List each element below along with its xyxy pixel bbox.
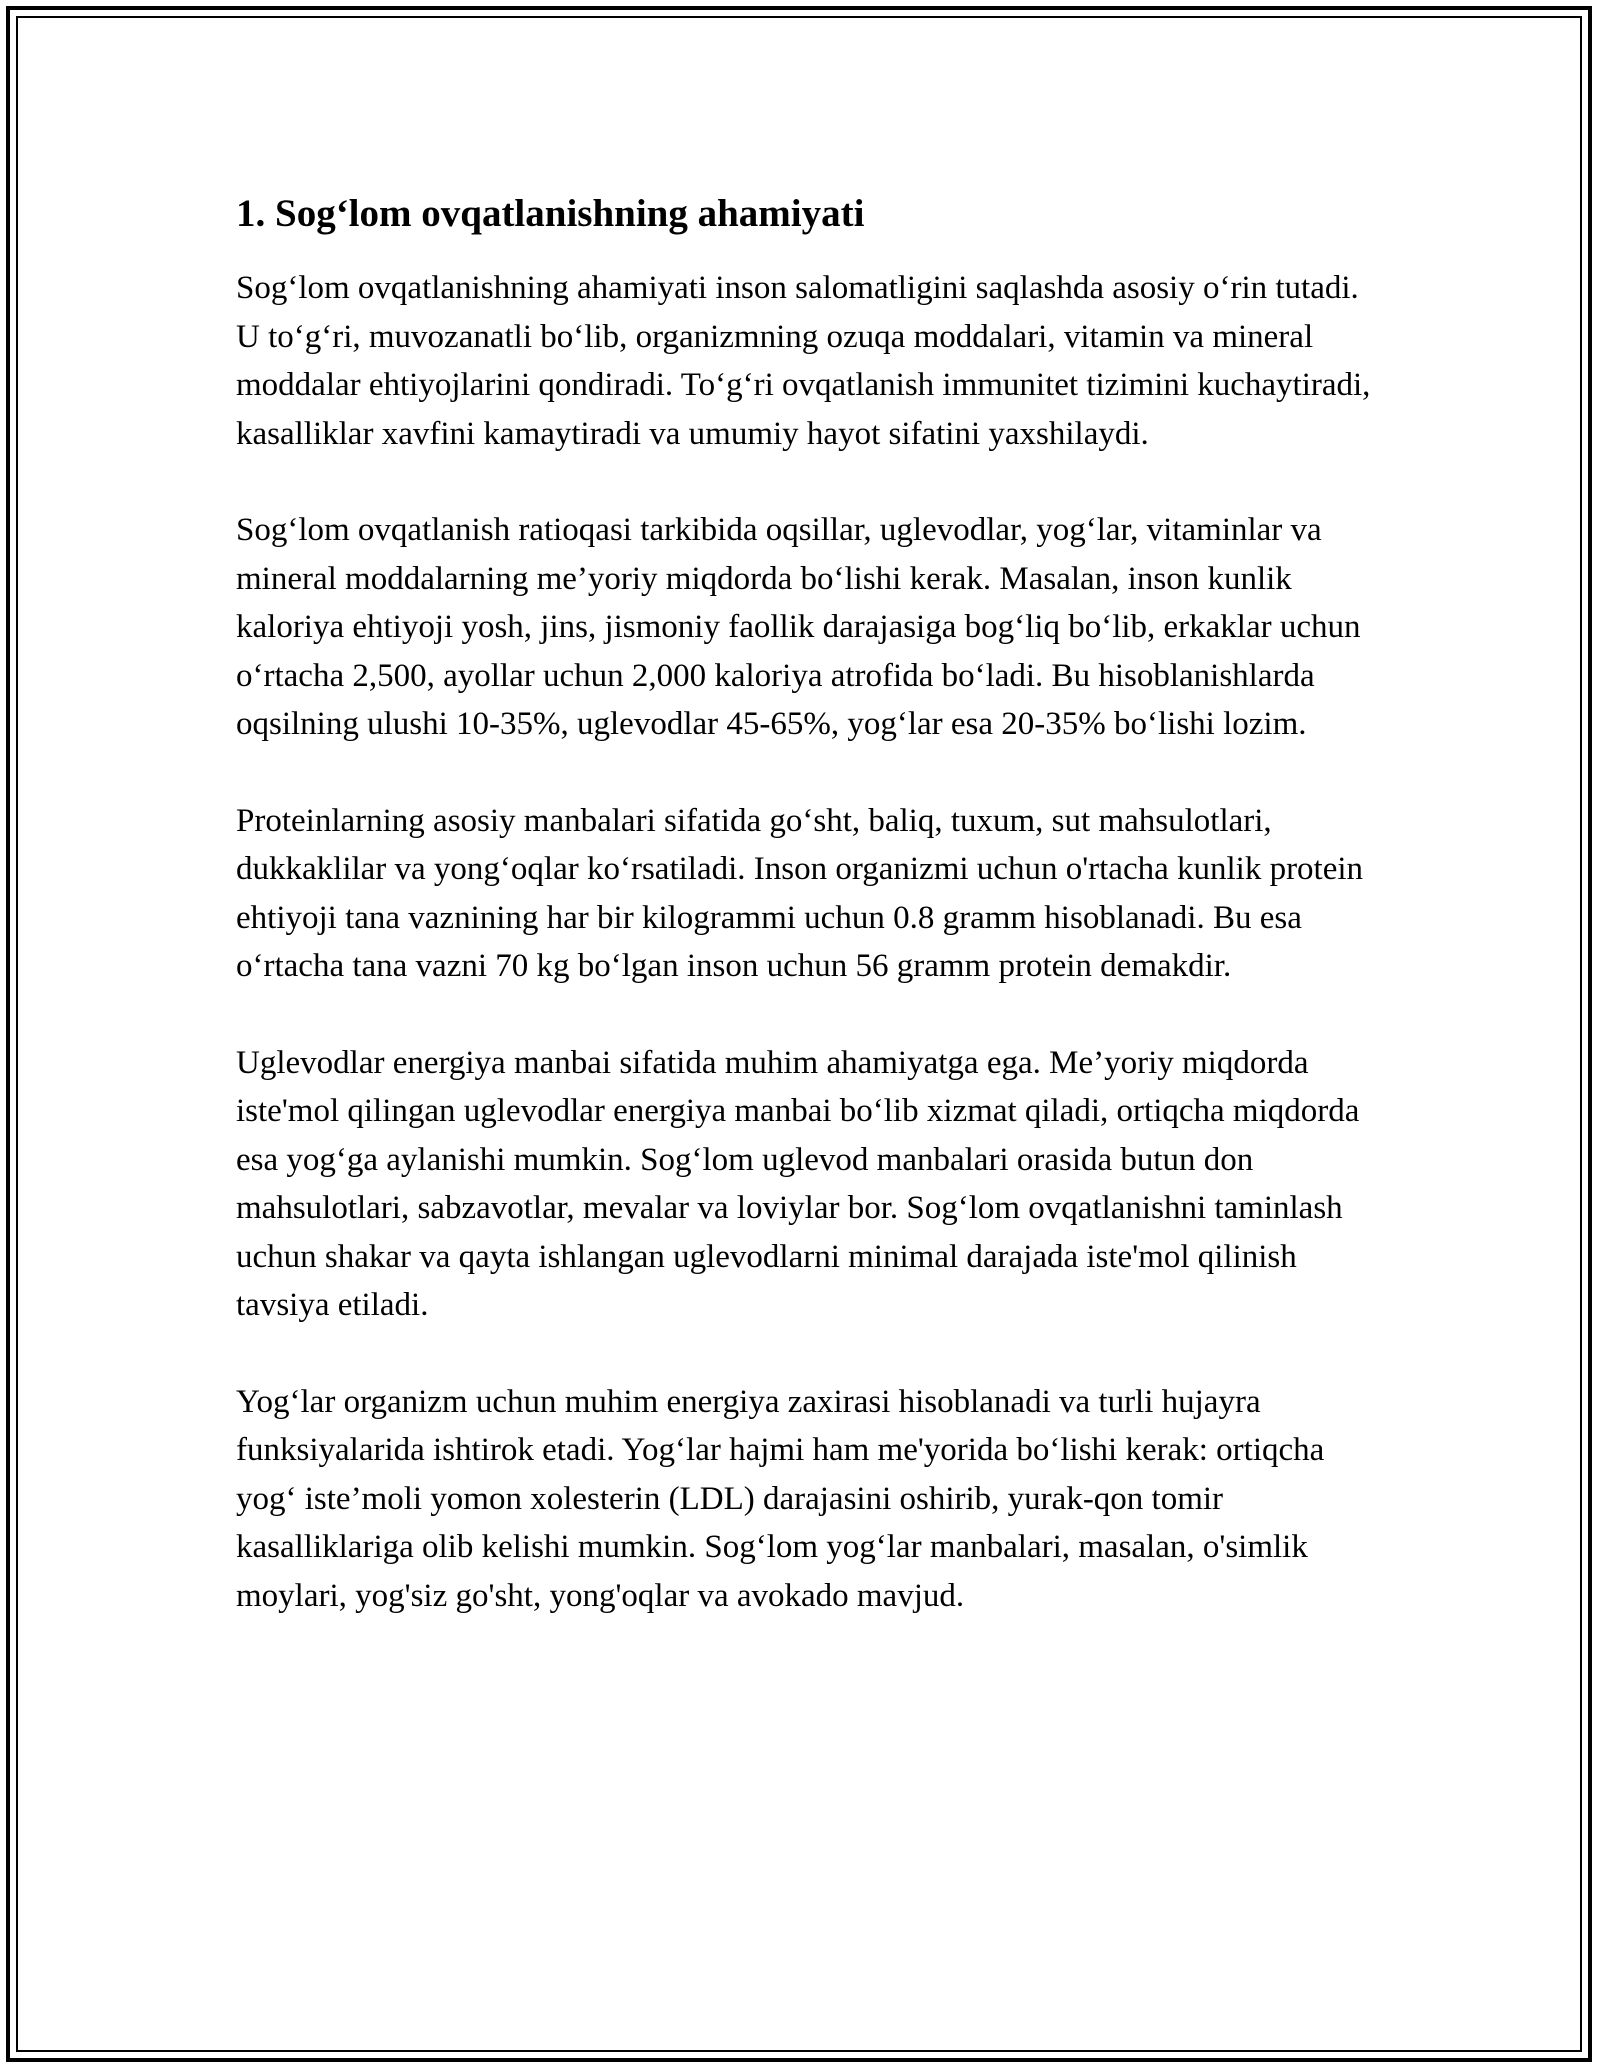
document-body [236,188,1376,1620]
paragraph-importance: Sog‘lom ovqatlanishning ahamiyati inson salomatligini saqlashda asosiy o‘rin tutadi. U to‘g‘ri, muvozanatli bo‘lib, organizmning ozuqa moddalari, vitamin va mineral moddalar ehtiyojlarini qondiradi. To‘g‘ri ovqatlanish immunitet tizimini kuchaytiradi, kasalliklar xavfini kamaytiradi va umumiy hayot sifatini yaxshilaydi. [236,270,1371,452]
paragraph-diet-composition: Sog‘lom ovqatlanish ratioqasi tarkibida oqsillar, uglevodlar, yog‘lar, vitaminlar va mineral moddalarning me’yoriy miqdorda bo‘lishi kerak. Masalan, inson kunlik kaloriya ehtiyoji yosh, jins, jismoniy faollik darajasiga bog‘liq bo‘lib, erkaklar uchun o‘rtacha 2,500, ayollar uchun 2,000 kaloriya atrofida bo‘ladi. Bu hisoblanishlarda oqsilning ulushi 10-35%, uglevodlar 45-65%, yog‘lar esa 20-35% bo‘lishi lozim. [236,512,1361,742]
paragraph-proteins: Proteinlarning asosiy manbalari sifatida go‘sht, baliq, tuxum, sut mahsulotlari, dukkaklilar va yong‘oqlar ko‘rsatiladi. Inson organizmi uchun o'rtacha kunlik protein ehtiyoji tana vaznining har bir kilogrammi uchun 0.8 gramm hisoblanadi. Bu esa o‘rtacha tana vazni 70 kg bo‘lgan inson uchun 56 gramm protein demakdir. [236,802,1364,984]
paragraph-carbohydrates: Uglevodlar energiya manbai sifatida muhim ahamiyatga ega. Me’yoriy miqdorda iste'mol qilingan uglevodlar energiya manbai bo‘lib xizmat qiladi, ortiqcha miqdorda esa yog‘ga aylanishi mumkin. Sog‘lom uglevod manbalari orasida butun don mahsulotlari, sabzavotlar, mevalar va loviylar bor. Sog‘lom ovqatlanishni taminlash uchun shakar va qayta ishlangan uglevodlarni minimal darajada iste'mol qilinish tavsiya etiladi. [236,1044,1360,1323]
paragraph-fats: Yog‘lar organizm uchun muhim energiya zaxirasi hisoblanadi va turli hujayra funksiyalarida ishtirok etadi. Yog‘lar hajmi ham me'yorida bo‘lishi kerak: ortiqcha yog‘ iste’moli yomon xolesterin (LDL) darajasini oshirib, yurak-qon tomir kasalliklariga olib kelishi mumkin. Sog‘lom yog‘lar manbalari, masalan, o'simlik moylari, yog'siz go'sht, yong'oqlar va avokado mavjud. [236,1383,1325,1614]
section-heading: 1. Sog‘lom ovqatlanishning ahamiyati [236,192,865,235]
